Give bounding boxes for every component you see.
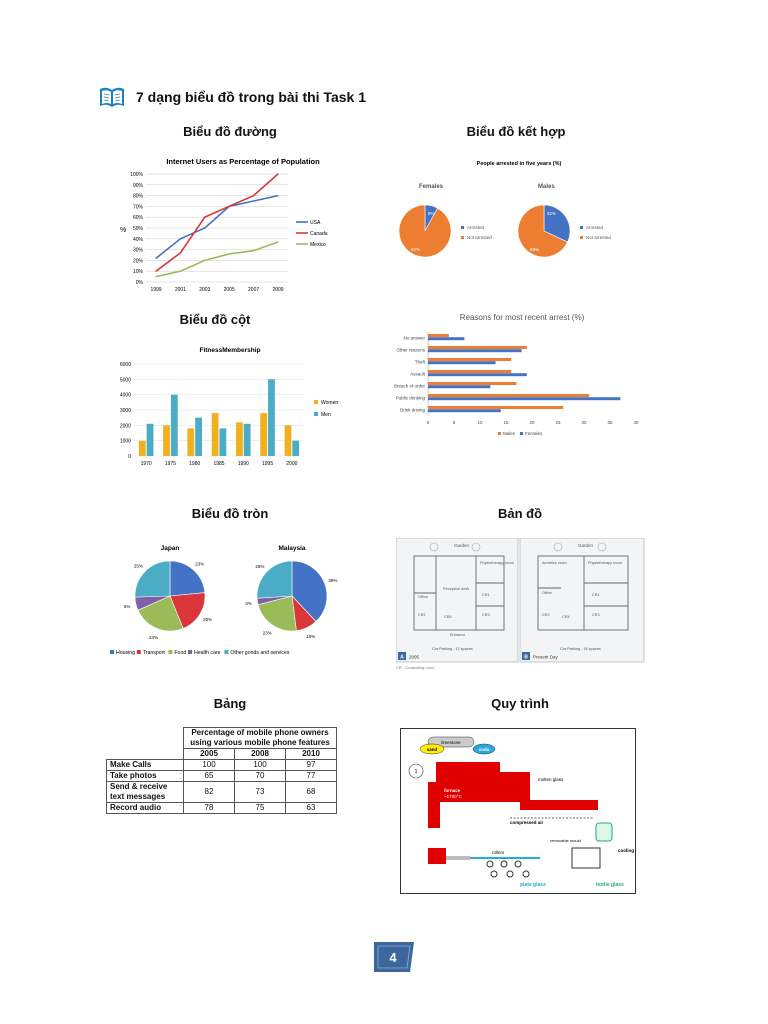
pie-title: Males (538, 184, 555, 190)
x-tick-label: 10 (477, 420, 483, 425)
bar-males (428, 358, 511, 361)
category-label: Breach of order (394, 383, 425, 389)
map-panel-present (520, 538, 644, 662)
data-point (277, 173, 278, 174)
bar-men (268, 379, 275, 456)
y-tick-label: 6000 (119, 362, 131, 368)
table-row (107, 782, 337, 803)
x-tick-label: 1985 (213, 461, 225, 467)
soda-label: soda (478, 747, 490, 752)
molten-flow-right (530, 800, 598, 810)
mobile-features-table (106, 727, 337, 814)
arrest-pie-charts (394, 156, 644, 272)
bar-females (428, 373, 527, 376)
bar-males (428, 394, 589, 397)
section-title-bar: Biểu đồ cột (179, 312, 251, 327)
map-b-cr4: CR4 (562, 615, 570, 619)
table-cell: 63 (286, 803, 337, 814)
pie-title: Malaysia (278, 545, 306, 552)
bar-females (428, 409, 501, 412)
y-tick-label: 100% (130, 172, 143, 178)
bar-males (428, 382, 516, 385)
legend-label: Arrested (586, 225, 604, 230)
map-year-b: Present Day (533, 654, 558, 660)
map-garden-a: Garden (454, 543, 470, 548)
bottle-glass-label: bottle glass (596, 882, 624, 888)
x-tick-label: 1980 (189, 461, 201, 467)
row-label: Make Calls (107, 760, 184, 771)
map-a-entrance: Entrance (450, 633, 466, 637)
bar-women (139, 441, 146, 456)
legend-label: Transport (142, 650, 165, 656)
data-point (204, 217, 205, 218)
bar-women (260, 413, 267, 456)
legend-label: Not arrested (586, 235, 611, 240)
table-cell: 65 (184, 771, 235, 782)
map-a-cr2: CR2 (418, 613, 426, 617)
bottle-mould (596, 823, 612, 841)
fitness-bar-chart (112, 342, 352, 470)
furnace-temp: ~1700°C (444, 794, 462, 799)
slice-label: 20% (203, 616, 213, 622)
x-tick-label: 2007 (248, 287, 260, 293)
page-number-badge (370, 938, 418, 976)
bar-women (236, 422, 243, 456)
data-point (155, 276, 156, 277)
map-a-cr4: CR4 (444, 615, 452, 619)
table-cell: 97 (286, 760, 337, 771)
slice-label: 6% (123, 603, 131, 609)
data-point (180, 238, 181, 239)
bar-men (195, 418, 202, 456)
bar-females (428, 397, 620, 400)
arrest-pie-slice (399, 205, 451, 257)
molten-flow (520, 786, 530, 810)
legend-swatch (110, 650, 114, 654)
compressed-air-label: compressed air (510, 820, 544, 825)
data-point (229, 206, 230, 207)
data-point (253, 195, 254, 196)
legend-label: USA (310, 220, 321, 226)
legend-label: Housing (116, 650, 136, 656)
section-title-line: Biểu đồ đường (183, 124, 277, 139)
data-point (253, 200, 254, 201)
y-tick-label: 0% (135, 280, 143, 286)
y-tick-label: 5000 (119, 377, 131, 384)
data-point (277, 241, 278, 242)
map-a-office: Office (418, 595, 428, 599)
page-header (98, 86, 366, 108)
table-cell: 70 (235, 771, 286, 782)
bar-females (428, 385, 490, 388)
hbar-title: Reasons for most recent arrest (%) (459, 313, 585, 322)
vbar-title: FitnessMembership (199, 347, 261, 354)
page-title: 7 dạng biểu đồ trong bài thi Task 1 (136, 89, 366, 105)
data-point (155, 258, 156, 259)
legend-swatch (314, 400, 318, 404)
x-tick-label: 2001 (174, 287, 186, 293)
table-cell: 75 (235, 803, 286, 814)
table-cell: 68 (286, 782, 337, 803)
bar-males (428, 370, 511, 373)
slice-label: 23% (195, 561, 205, 567)
data-point (253, 250, 254, 251)
legend-swatch (224, 650, 228, 654)
bar-men (292, 441, 299, 456)
x-tick-label: 5 (452, 420, 456, 425)
category-label: Drink driving (399, 407, 425, 413)
y-tick-label: 30% (132, 247, 143, 254)
data-point (180, 252, 181, 253)
bar-women (163, 425, 170, 456)
legend-swatch (314, 412, 318, 416)
map-year-a: 2005 (409, 654, 420, 660)
legend-label: Men (321, 412, 331, 418)
x-tick-label: 25 (555, 420, 561, 425)
map-badge-b-letter: B (524, 654, 528, 661)
slice-label: 24% (148, 634, 158, 640)
legend-label: Males (503, 431, 516, 436)
x-tick-label: 1999 (150, 287, 162, 293)
map-a-parking: Car Parking - 12 spaces (432, 647, 473, 651)
section-title-table: Bảng (213, 696, 247, 711)
legend-swatch (137, 650, 141, 654)
x-tick-label: 35 (607, 420, 613, 425)
data-point (204, 227, 205, 228)
legend-swatch (498, 432, 501, 435)
section-title-map: Bản đồ (497, 506, 543, 521)
data-point (277, 195, 278, 196)
rollers-label: rollers (492, 850, 505, 855)
table-row (107, 803, 337, 814)
map-footnote: CR - Consulting room (396, 665, 435, 670)
line-chart-title: Internet Users as Percentage of Population (166, 157, 320, 166)
legend-label: Arrested (467, 225, 485, 230)
x-tick-label: 1975 (164, 461, 176, 467)
limestone-label: limestone (441, 740, 461, 745)
step-1-label: 1 (414, 769, 418, 775)
slice-label: 68% (530, 247, 540, 252)
map-a-reception: Reception desk (443, 587, 470, 591)
row-label: Record audio (107, 803, 184, 814)
y-tick-label: 2000 (119, 423, 131, 430)
section-title-combo: Biểu đồ kết hợp (466, 124, 566, 139)
table-row (107, 771, 337, 782)
table-header: 2008 (235, 749, 286, 760)
x-tick-label: 40 (633, 420, 639, 425)
map-b-office: Office (542, 591, 552, 595)
y-tick-label: 4000 (119, 392, 131, 399)
x-tick-label: 2000 (286, 461, 298, 467)
category-label: No answer (403, 335, 425, 341)
legend-label: Females (525, 431, 543, 436)
bar-females (428, 349, 522, 352)
x-tick-label: 1990 (237, 461, 249, 467)
table-title: Percentage of mobile phone owners using various mobile phone features (184, 728, 337, 749)
y-tick-label: 80% (132, 193, 143, 200)
legend-label: Women (321, 400, 339, 406)
table-cell: 77 (286, 771, 337, 782)
bar-males (428, 346, 527, 349)
table-cell: 73 (235, 782, 286, 803)
legend-swatch (461, 226, 464, 229)
legend-swatch (520, 432, 523, 435)
map-a-physio: Physiotherapy room (480, 561, 514, 565)
arrest-reasons-bar-chart (394, 308, 650, 440)
y-tick-label: 70% (132, 204, 143, 211)
map-badge-a-letter: A (400, 654, 404, 661)
row-label: Take photos (107, 771, 184, 782)
category-label: Assault (410, 371, 425, 377)
bar-women (285, 425, 292, 456)
slice-label: 38% (328, 577, 338, 583)
section-title-pie: Biểu đồ tròn (191, 506, 269, 521)
table-cell: 82 (184, 782, 235, 803)
legend-swatch (461, 236, 464, 239)
bar-women (187, 428, 194, 456)
floor-plan-map (396, 538, 646, 672)
category-label: Theft (414, 359, 425, 365)
slice-label: 25% (133, 563, 143, 569)
bar-women (212, 413, 219, 456)
plate-glass-label: plate glass (520, 882, 546, 888)
sand-label: sand (426, 747, 438, 752)
table-header: 2010 (286, 749, 337, 760)
data-point (204, 260, 205, 261)
bar-men (244, 424, 251, 456)
x-tick-label: 30 (581, 420, 587, 425)
row-label: Send & receive text messages (107, 782, 184, 803)
open-book-icon (98, 86, 126, 108)
legend-label: Not arrested (467, 235, 492, 240)
map-b-cr1: CR1 (592, 593, 600, 597)
slice-label: 3% (245, 600, 252, 606)
spending-pie-charts (108, 534, 358, 662)
y-tick-label: 90% (132, 182, 143, 189)
legend-swatch (580, 226, 583, 229)
x-tick-label: 1970 (140, 461, 152, 467)
line-chart-ylabel: % (120, 227, 127, 234)
plate-glass-neck (446, 856, 470, 860)
y-tick-label: 0 (128, 454, 131, 460)
glass-process-diagram (400, 728, 636, 894)
map-b-physio: Physiotherapy room (588, 561, 622, 565)
molten-label: molten glass (538, 777, 564, 782)
y-tick-label: 3000 (119, 408, 131, 414)
pie-title: Japan (160, 545, 180, 552)
y-tick-label: 50% (132, 226, 143, 232)
section-title-process: Quy trình (491, 696, 549, 711)
slice-label: 10% (306, 633, 316, 639)
x-tick-label: 2009 (272, 287, 284, 293)
table-header: 2005 (184, 749, 235, 760)
furnace-label: furnace (444, 788, 461, 793)
cooling-label: cooling (618, 848, 634, 853)
data-point (180, 271, 181, 272)
mould-label: removable mould (550, 838, 581, 843)
slice-label: 92% (411, 247, 421, 252)
y-tick-label: 1000 (119, 438, 131, 445)
bar-males (428, 334, 449, 337)
data-point (229, 253, 230, 254)
legend-label: Food (174, 650, 187, 656)
y-tick-label: 20% (132, 258, 143, 265)
bar-men (219, 428, 226, 456)
category-label: Other reasons (396, 347, 425, 353)
x-tick-label: 2005 (223, 287, 235, 293)
table-cell: 78 (184, 803, 235, 814)
legend-label: Other goods and services (230, 650, 290, 656)
map-a-cr3: CR3 (482, 613, 490, 617)
map-b-cr2: CR2 (542, 613, 550, 617)
bar-females (428, 337, 464, 340)
legend-swatch (168, 650, 172, 654)
legend-label: Canada (310, 231, 328, 237)
legend-label: Mexico (310, 242, 326, 248)
data-point (155, 271, 156, 272)
legend-label: Health care (194, 650, 221, 656)
table-cell: 100 (235, 760, 286, 771)
x-tick-label: 2003 (199, 287, 211, 293)
x-tick-label: 20 (529, 420, 535, 425)
x-tick-label: 0 (426, 420, 430, 425)
slice-label: 32% (547, 211, 557, 216)
table-cell: 100 (184, 760, 235, 771)
legend-swatch (580, 236, 583, 239)
bar-males (428, 406, 563, 409)
slice-label: 23% (262, 630, 272, 636)
slice-label: 26% (255, 563, 265, 569)
x-tick-label: 1995 (262, 461, 274, 467)
x-tick-label: 15 (503, 420, 509, 425)
map-b-parking: Car Parking - 16 spaces (560, 647, 601, 651)
arrest-pie-title: People arrested in five years (%) (476, 161, 562, 167)
furnace-body (436, 762, 482, 782)
map-b-cr3: CR3 (592, 613, 600, 617)
plate-glass-tank (428, 848, 446, 864)
legend-swatch (188, 650, 192, 654)
map-a-cr1: CR1 (482, 593, 490, 597)
y-tick-label: 60% (132, 215, 143, 222)
y-tick-label: 40% (132, 236, 143, 243)
map-b-aerobics: Aerobics room (542, 561, 567, 565)
page-number: 4 (389, 950, 397, 965)
category-label: Public drinking (395, 395, 425, 401)
table-row (107, 760, 337, 771)
bar-females (428, 361, 496, 364)
bar-men (171, 395, 178, 456)
slice-label: 8% (428, 211, 435, 216)
y-tick-label: 10% (132, 269, 143, 276)
bar-men (147, 424, 154, 456)
line-chart (116, 152, 350, 298)
map-garden-b: Garden (578, 543, 594, 548)
pie-title: Females (419, 184, 444, 190)
